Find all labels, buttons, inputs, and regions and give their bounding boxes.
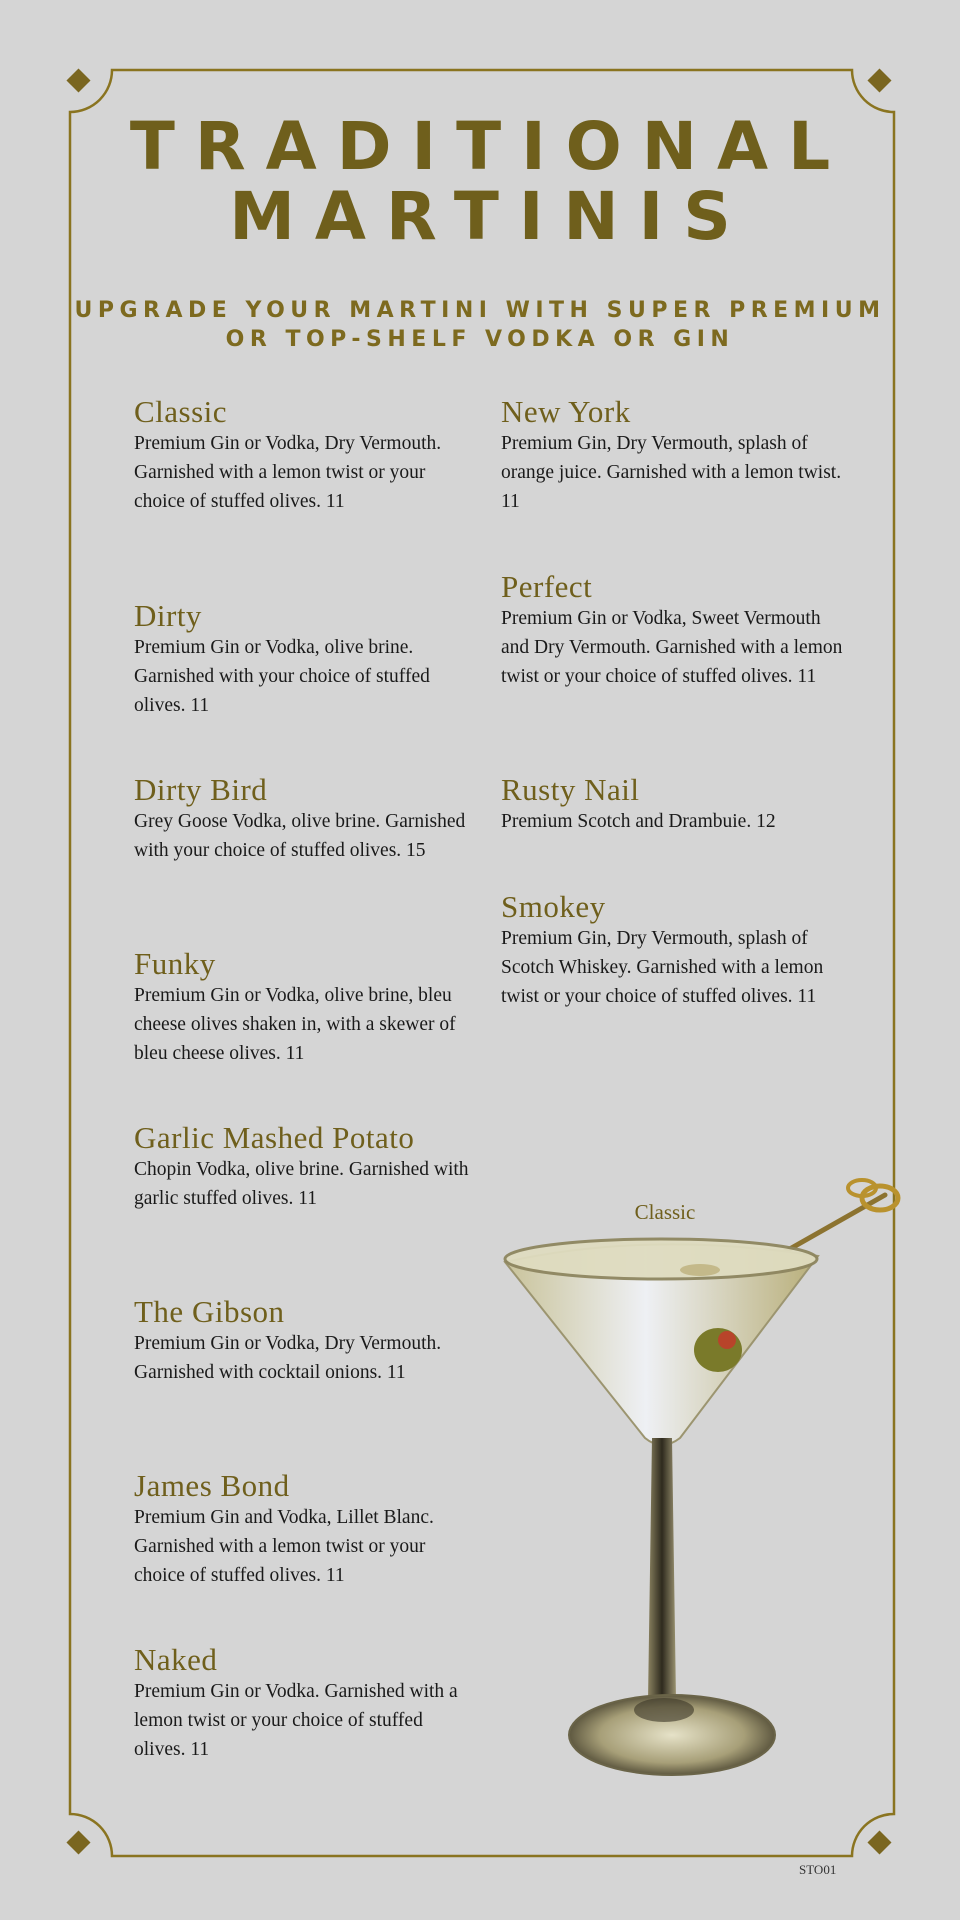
menu-item-perfect [501,570,851,691]
image-caption: Classic [634,1200,696,1224]
item-description: Premium Gin, Dry Vermouth, splash of orange juice. Garnished with a lemon twist. 11 [501,433,842,512]
menu-title-line: TRADITIONAL [129,108,851,185]
menu-item-classic [134,395,474,516]
menu-title-line: MARTINIS [229,178,751,255]
menu-item-new-york [501,395,851,516]
item-description: Premium Scotch and Drambuie. 12 [501,811,776,832]
footer-code: STO01 [799,1862,837,1877]
item-name: Rusty Nail [501,772,640,807]
menu-title [0,108,960,255]
item-description: Premium Gin and Vodka, Lillet Blanc. Garnished with a lemon twist or your choice of stuffed olives. 11 [134,1507,434,1586]
item-description: Premium Gin or Vodka, Dry Vermouth. Garnished with cocktail onions. 11 [134,1333,442,1383]
item-name: Classic [134,394,228,429]
menu-item-smokey [501,890,851,1011]
menu-item-garlic-mashed-potato [134,1121,474,1213]
item-name: Perfect [501,569,593,604]
item-name: Garlic Mashed Potato [134,1120,415,1155]
item-description: Premium Gin or Vodka, Sweet Vermouth and Dry Vermouth. Garnished with a lemon twist or your choice of stuffed olives. 11 [501,608,843,687]
item-name: New York [501,394,631,429]
item-name: Dirty [134,598,202,633]
menu-item-dirty [134,599,474,720]
menu-item-the-gibson [134,1295,474,1387]
corner-diamond-icon [66,1830,90,1854]
item-name: Funky [134,946,216,981]
menu-item-james-bond [134,1469,474,1590]
item-description: Grey Goose Vodka, olive brine. Garnished with your choice of stuffed olives. 15 [134,811,466,861]
menu-subtitle-line: UPGRADE YOUR MARTINI WITH SUPER PREMIUM [74,298,886,323]
item-description: Chopin Vodka, olive brine. Garnished with garlic stuffed olives. 11 [134,1159,469,1209]
menu-subtitle-line: OR TOP-SHELF VODKA OR GIN [225,327,735,352]
menu-item-naked [134,1643,474,1764]
item-description: Premium Gin, Dry Vermouth, splash of Scotch Whiskey. Garnished with a lemon twist or your choice of stuffed olives. 11 [501,928,824,1007]
corner-diamond-icon [867,68,891,92]
corner-diamond-icon [867,1830,891,1854]
martini-glass-icon [505,1180,898,1775]
corner-diamond-icon [66,68,90,92]
item-name: Smokey [501,889,606,924]
item-name: Dirty Bird [134,772,268,807]
item-name: The Gibson [134,1294,285,1329]
item-description: Premium Gin or Vodka, olive brine, bleu cheese olives shaken in, with a skewer of bleu cheese olives. 11 [134,985,456,1064]
item-name: James Bond [134,1468,290,1503]
menu-item-rusty-nail [501,773,851,836]
item-description: Premium Gin or Vodka. Garnished with a lemon twist or your choice of stuffed olives. 11 [134,1681,458,1760]
menu-item-dirty-bird [134,773,474,865]
item-description: Premium Gin or Vodka, olive brine. Garnished with your choice of stuffed olives. 11 [134,637,430,716]
menu-item-funky [134,947,474,1068]
item-description: Premium Gin or Vodka, Dry Vermouth. Garnished with a lemon twist or your choice of stuffed olives. 11 [134,433,442,512]
menu-subtitle [0,296,960,354]
item-name: Naked [134,1642,218,1677]
